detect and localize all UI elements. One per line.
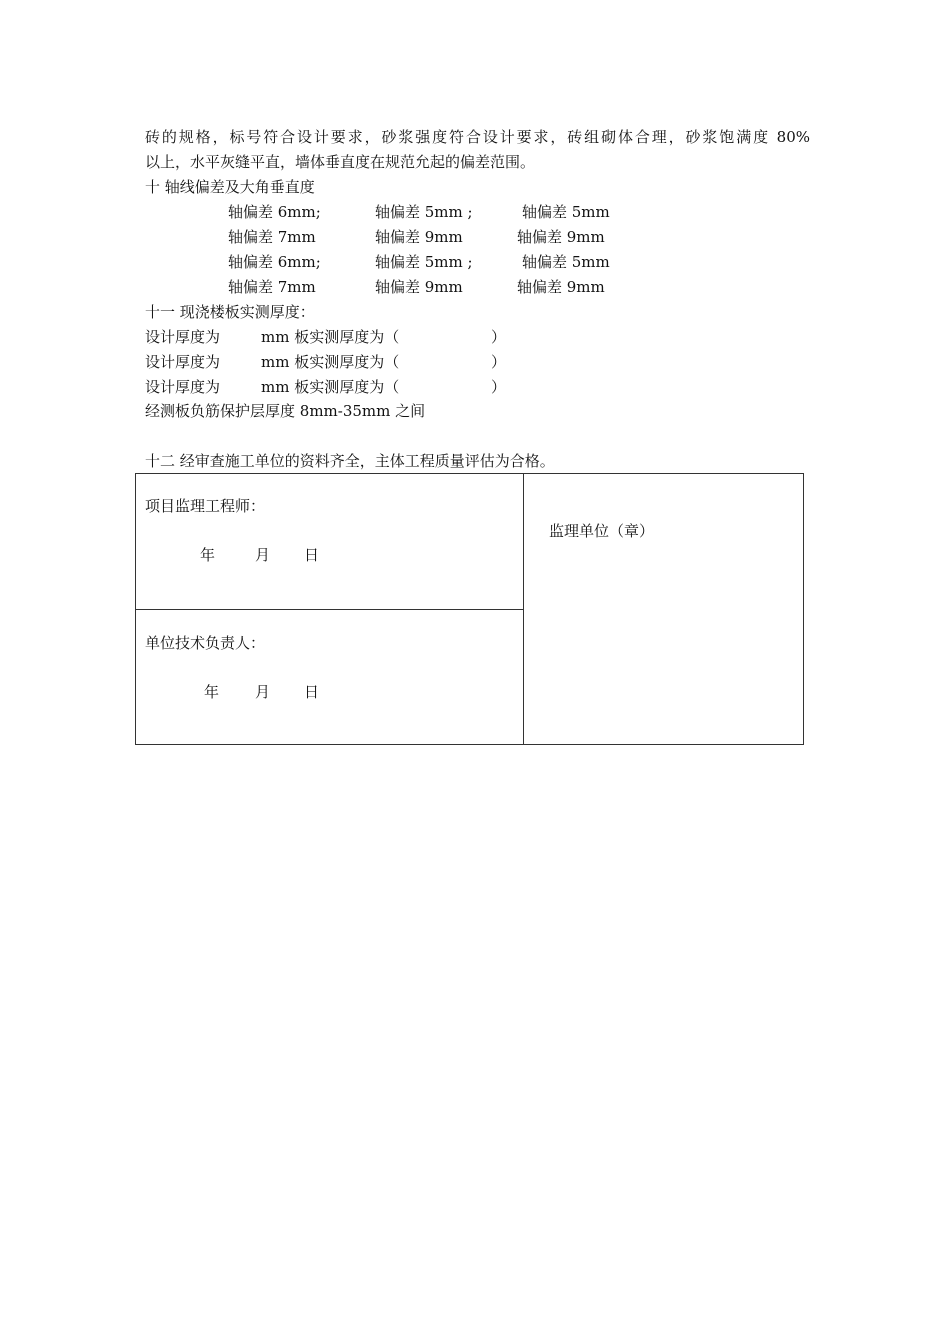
deviation-cell: 轴偏差 9mm [375,228,463,246]
deviation-cell: 轴偏差 5mm [522,203,610,221]
design-thickness-label: 设计厚度为 [145,353,221,371]
tech-lead-date-month: 月 [255,683,271,701]
measured-thickness-label: mm 板实测厚度为（ [261,328,400,346]
engineer-date-year: 年 [200,546,216,564]
tech-lead-label: 单位技术负责人： [145,634,266,652]
tech-lead-date-day: 日 [304,683,320,701]
close-paren: ） [491,353,507,371]
deviation-cell: 轴偏差 7mm [228,228,316,246]
close-paren: ） [491,328,507,346]
section-12-heading: 十二 经审查施工单位的资料齐全，主体工程质量评估为合格。 [145,452,555,470]
deviation-cell: 轴偏差 9mm [375,278,463,296]
tech-lead-date-year: 年 [204,683,220,701]
intro-line-1: 砖的规格，标号符合设计要求，砂浆强度符合设计要求，砖组砌体合理，砂浆饱满度 80% [145,128,810,146]
design-thickness-label: 设计厚度为 [145,378,221,396]
supervision-seal-label: 监理单位（章） [549,522,655,540]
measured-thickness-label: mm 板实测厚度为（ [261,378,400,396]
cover-thickness-note: 经测板负筋保护层厚度 8mm-35mm 之间 [145,402,426,420]
deviation-cell: 轴偏差 5mm ; [375,203,473,221]
deviation-cell: 轴偏差 7mm [228,278,316,296]
deviation-cell: 轴偏差 5mm ; [375,253,473,271]
intro-line-2: 以上，水平灰缝平直，墙体垂直度在规范允起的偏差范围。 [145,153,536,171]
deviation-cell: 轴偏差 9mm [517,228,605,246]
measured-thickness-label: mm 板实测厚度为（ [261,353,400,371]
deviation-cell: 轴偏差 9mm [517,278,605,296]
close-paren: ） [491,378,507,396]
signature-table [135,473,804,745]
engineer-date-month: 月 [255,546,271,564]
design-thickness-label: 设计厚度为 [145,328,221,346]
table-divider-horizontal [136,609,523,610]
deviation-cell: 轴偏差 6mm; [228,203,321,221]
deviation-cell: 轴偏差 6mm; [228,253,321,271]
deviation-cell: 轴偏差 5mm [522,253,610,271]
engineer-label: 项目监理工程师： [145,497,266,515]
section-10-heading: 十 轴线偏差及大角垂直度 [145,178,315,196]
table-divider-vertical [523,474,524,744]
section-11-heading: 十一 现浇楼板实测厚度： [145,303,315,321]
engineer-date-day: 日 [304,546,320,564]
